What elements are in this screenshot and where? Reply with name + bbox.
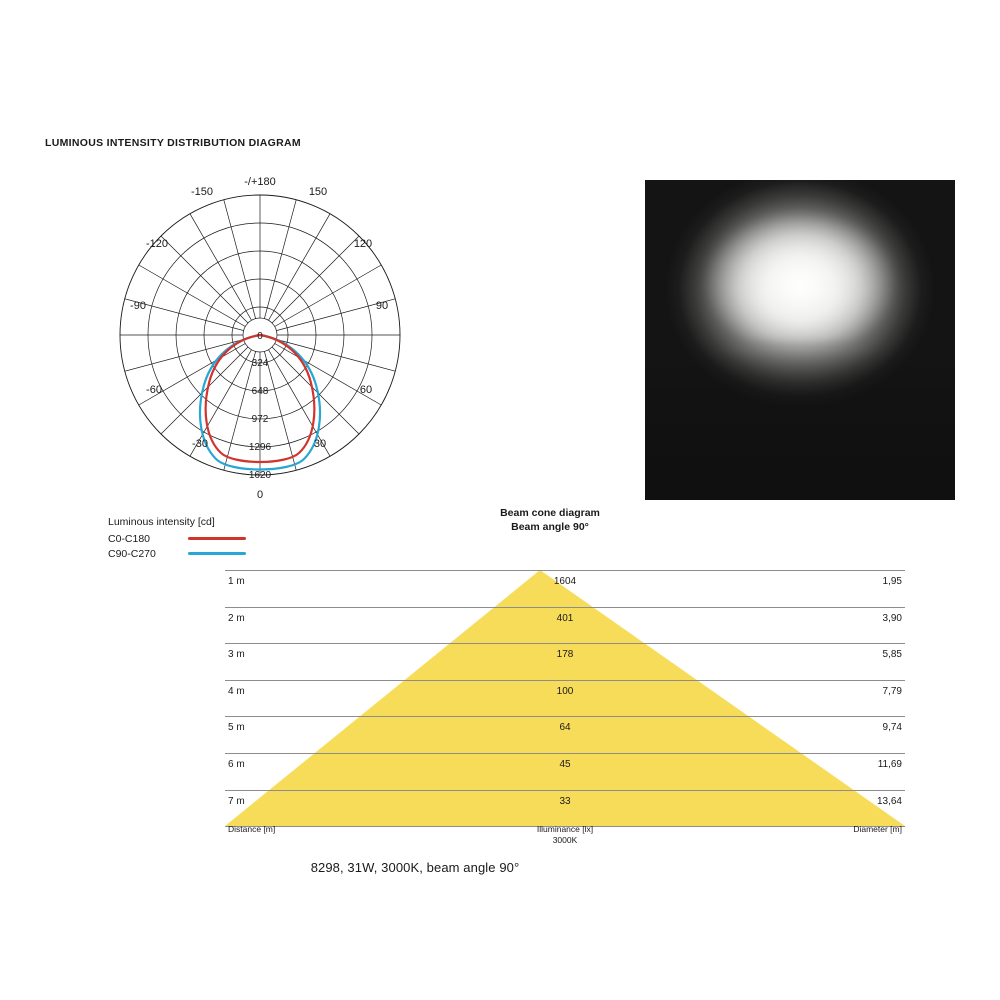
legend-label: C0-C180 xyxy=(108,532,151,545)
light-glow xyxy=(705,211,895,341)
row-divider xyxy=(225,570,905,571)
row-distance: 3 m xyxy=(228,649,245,661)
row-illuminance: 45 xyxy=(559,759,571,770)
row-divider xyxy=(225,680,905,681)
beam-cone-diagram xyxy=(225,570,905,832)
product-light-photo xyxy=(645,180,955,500)
angle-label-0-bottom: 0 xyxy=(256,489,264,501)
row-diameter: 1,95 xyxy=(882,576,902,587)
row-diameter: 5,85 xyxy=(882,649,902,661)
axis-label-cct: 3000K xyxy=(552,835,578,845)
beam-cone-heading xyxy=(420,506,680,534)
row-distance: 6 m xyxy=(228,759,245,770)
angle-label-90: 90 xyxy=(375,300,389,312)
angle-label-150: 150 xyxy=(308,186,328,198)
axis-label-distance: Distance [m] xyxy=(228,824,276,834)
row-illuminance: 100 xyxy=(556,685,574,697)
table-row xyxy=(225,753,905,790)
angle-label-minus60: -60 xyxy=(146,384,162,396)
photo-floor-gradient xyxy=(645,350,955,500)
row-illuminance: 401 xyxy=(556,612,574,624)
table-row xyxy=(225,643,905,680)
row-divider xyxy=(225,753,905,754)
table-row xyxy=(225,790,905,827)
row-diameter: 3,90 xyxy=(882,612,902,624)
table-row xyxy=(225,716,905,753)
angle-label-minus90: -90 xyxy=(130,300,146,312)
row-divider xyxy=(225,790,905,791)
row-illuminance: 1604 xyxy=(553,576,577,587)
polar-chart-svg xyxy=(60,165,480,515)
row-divider xyxy=(225,716,905,717)
angle-label-60: 60 xyxy=(359,384,373,396)
row-diameter: 9,74 xyxy=(882,722,902,734)
row-diameter: 7,79 xyxy=(882,685,902,697)
angle-label-minus30: -30 xyxy=(192,438,208,450)
legend xyxy=(108,516,246,561)
beam-angle-label: Beam angle 90° xyxy=(511,521,589,533)
luminous-intensity-polar-chart xyxy=(60,165,480,515)
row-illuminance: 33 xyxy=(559,795,571,807)
angle-label-120: 120 xyxy=(353,238,373,250)
row-distance: 7 m xyxy=(228,795,245,807)
figure-caption-text: 8298, 31W, 3000K, beam angle 90° xyxy=(310,860,520,875)
table-row xyxy=(225,607,905,644)
beam-cone-title: Beam cone diagram xyxy=(500,507,600,519)
legend-swatch-c0-c180 xyxy=(188,537,246,540)
row-divider xyxy=(225,607,905,608)
axis-label-illuminance: Illuminance [lx] xyxy=(536,824,594,834)
row-distance: 4 m xyxy=(228,685,245,697)
legend-title: Luminous intensity [cd] xyxy=(108,516,215,528)
table-row xyxy=(225,680,905,717)
legend-item-c90-c270 xyxy=(108,546,246,561)
page-title: LUMINOUS INTENSITY DISTRIBUTION DIAGRAM xyxy=(45,137,301,149)
angle-label-minus120: -120 xyxy=(145,238,169,250)
legend-swatch-c90-c270 xyxy=(188,552,246,555)
radial-tick-label: 1620 xyxy=(248,470,272,481)
row-diameter: 13,64 xyxy=(876,795,902,807)
axis-label-diameter: Diameter [m] xyxy=(853,824,902,834)
radial-tick-label: 1296 xyxy=(248,442,272,453)
row-distance: 5 m xyxy=(228,722,245,734)
radial-tick-label: 324 xyxy=(251,358,269,369)
row-divider xyxy=(225,643,905,644)
table-row xyxy=(225,570,905,607)
row-distance: 2 m xyxy=(228,612,245,624)
legend-label: C90-C270 xyxy=(108,547,156,560)
legend-item-c0-c180 xyxy=(108,531,246,546)
row-diameter: 11,69 xyxy=(877,759,902,770)
row-distance: 1 m xyxy=(228,576,245,587)
angle-label-minus150: -150 xyxy=(190,186,214,198)
center-label: 0 xyxy=(257,331,263,342)
angle-label-180: -/+180 xyxy=(244,176,276,188)
row-illuminance: 64 xyxy=(559,722,571,734)
radial-tick-label: 972 xyxy=(251,414,269,425)
figure-caption xyxy=(0,860,1000,875)
radial-tick-label: 648 xyxy=(251,386,269,397)
angle-label-30: 30 xyxy=(313,438,327,450)
beam-cone-axis-labels xyxy=(225,824,905,848)
row-illuminance: 178 xyxy=(556,649,574,661)
